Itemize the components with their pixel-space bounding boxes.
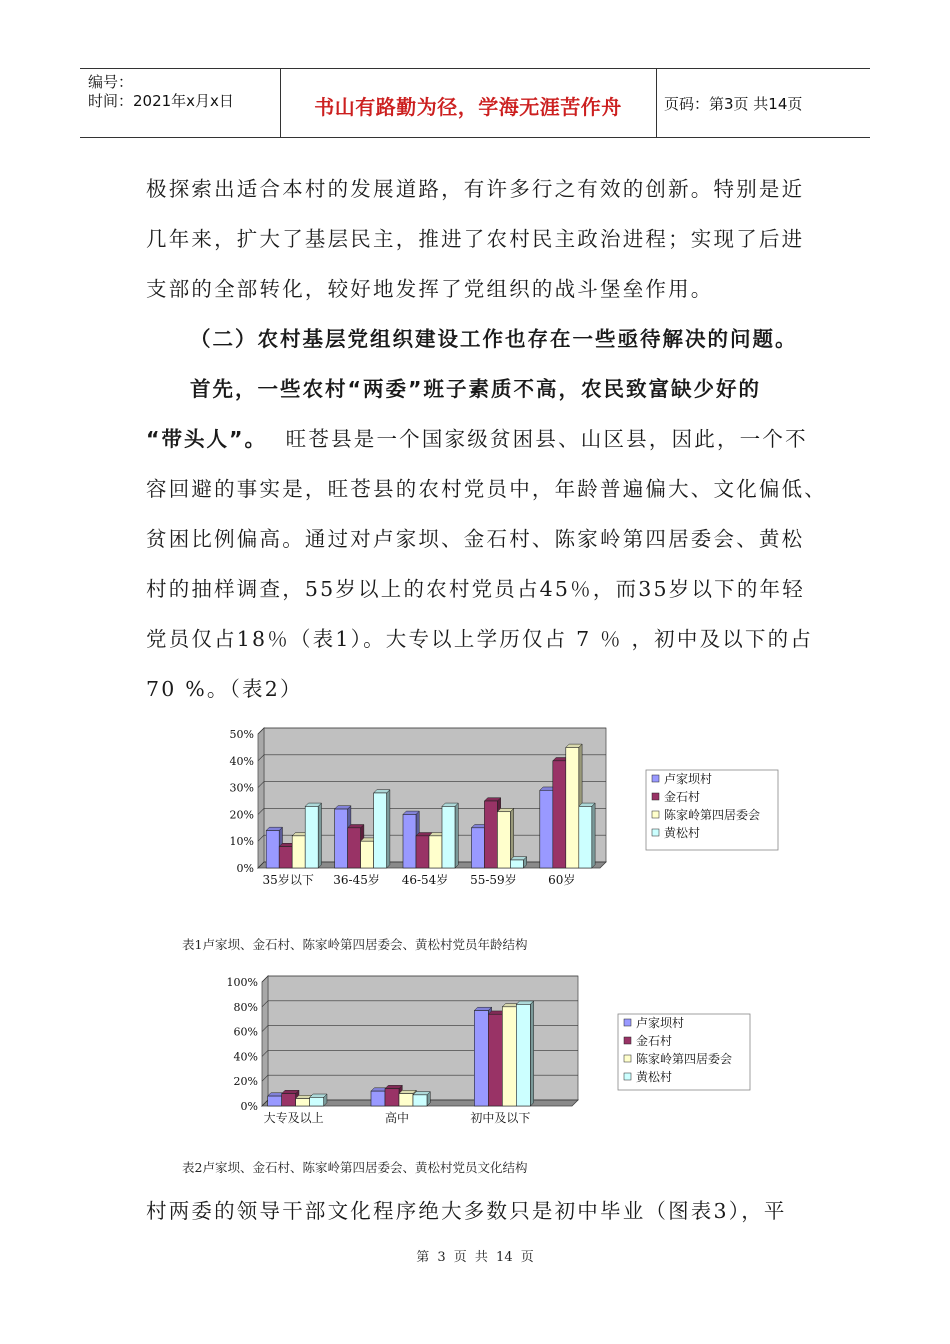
emphasis-line: 首先，一些农村“两委”班子素质不高，农民致富缺少好的: [190, 377, 761, 401]
legend-swatch: [652, 793, 659, 800]
bar-top: [399, 1090, 416, 1093]
legend-swatch: [652, 811, 659, 818]
bar: [279, 847, 292, 868]
y-tick-label: 20%: [229, 808, 254, 822]
bar-top: [413, 1092, 430, 1095]
age-structure-chart: [200, 720, 800, 895]
bar: [268, 1096, 282, 1106]
bar: [371, 1091, 385, 1106]
bar-top: [516, 1001, 533, 1004]
legend-swatch: [652, 829, 659, 836]
legend-label: 陈家岭第四居委会: [636, 1052, 733, 1066]
y-tick-label: 20%: [233, 1075, 258, 1089]
bar: [266, 830, 279, 868]
bar: [553, 761, 566, 868]
x-tick-label: 46-54岁: [401, 873, 449, 887]
bar: [416, 836, 429, 868]
education-structure-chart: [200, 968, 800, 1128]
paragraph-line: 70 %。（表2）: [146, 677, 303, 701]
bar: [374, 793, 387, 868]
bar: [484, 801, 497, 868]
bar: [502, 1007, 516, 1106]
legend-label: 黄松村: [664, 826, 701, 840]
section-heading: （二）农村基层党组织建设工作也存在一些亟待解决的问题。: [190, 327, 798, 351]
bar: [310, 1097, 324, 1106]
bar: [361, 841, 374, 868]
bar: [566, 747, 579, 868]
date-label: 时间：2021年x月x日: [88, 92, 234, 110]
paragraph-line: 支部的全部转化，较好地发挥了党组织的战斗堡垒作用。: [146, 277, 714, 301]
legend-swatch: [624, 1037, 631, 1044]
legend-swatch: [652, 775, 659, 782]
plot-side-wall: [258, 728, 264, 868]
page-header: [80, 68, 870, 138]
legend-label: 卢家坝村: [636, 1016, 685, 1030]
bar: [296, 1099, 310, 1106]
plot-side-wall: [262, 976, 268, 1106]
legend-swatch: [624, 1073, 631, 1080]
bar: [474, 1011, 488, 1106]
y-tick-label: 40%: [229, 754, 254, 768]
paragraph-line: 贫困比例偏高。通过对卢家坝、金石村、陈家岭第四居委会、黄松: [146, 527, 805, 551]
bar: [429, 836, 442, 868]
legend-swatch: [624, 1019, 631, 1026]
bar: [282, 1094, 296, 1106]
bar: [305, 806, 318, 868]
x-tick-label: 大专及以上: [263, 1111, 324, 1125]
y-tick-label: 30%: [229, 781, 254, 795]
x-tick-label: 高中: [384, 1111, 410, 1125]
paragraph-text: 旺苍县是一个国家级贫困县、山区县，因此，一个不: [285, 427, 808, 451]
header-motto: 书山有路勤为径，学海无涯苦作舟: [314, 95, 622, 119]
legend-label: 陈家岭第四居委会: [664, 808, 761, 822]
paragraph-line: 容回避的事实是，旺苍县的农村党员中，年龄普遍偏大、文化偏低、: [146, 477, 827, 501]
y-tick-label: 100%: [226, 976, 258, 989]
y-tick-label: 0%: [240, 1100, 258, 1113]
legend-swatch: [624, 1055, 631, 1062]
bar-top: [282, 1090, 299, 1093]
header-meta: [88, 73, 234, 111]
number-label: 编号：: [88, 73, 134, 91]
bar: [579, 806, 592, 868]
bar: [540, 790, 553, 868]
bar: [516, 1004, 530, 1106]
paragraph-line: 极探索出适合本村的发展道路，有许多行之有效的创新。特别是近: [146, 177, 805, 201]
bar-top: [474, 1007, 491, 1010]
legend-label: 金石村: [664, 790, 701, 804]
bar: [399, 1094, 413, 1106]
x-tick-label: 35岁以下: [262, 873, 314, 887]
page-footer: 第 3 页 共 14 页: [416, 1250, 534, 1265]
bar-side: [530, 1001, 533, 1106]
header-page-info: 页码：第3页 共14页: [664, 95, 803, 113]
bar: [385, 1089, 399, 1106]
bar: [403, 814, 416, 868]
bar: [348, 828, 361, 868]
bar: [292, 836, 305, 868]
paragraph-line: 村两委的领导干部文化程序绝大多数只是初中毕业（图表3），平: [146, 1199, 787, 1223]
header-divider: [656, 69, 657, 137]
paragraph-line: 党员仅占18％（表1）。大专以上学历仅占 7 ％ ，初中及以下的占: [146, 627, 814, 651]
y-tick-label: 60%: [233, 1025, 258, 1039]
y-tick-label: 80%: [233, 1000, 258, 1014]
bar: [442, 806, 455, 868]
y-tick-label: 50%: [229, 728, 254, 741]
bar-top: [385, 1085, 402, 1088]
chart-caption: 表2卢家坝、金石村、陈家岭第四居委会、黄松村党员文化结构: [182, 1160, 528, 1175]
paragraph-line: 几年来，扩大了基层民主，推进了农村民主政治进程；实现了后进: [146, 227, 805, 251]
bar: [471, 828, 484, 868]
x-tick-label: 60岁: [548, 873, 576, 887]
bar-side: [387, 790, 390, 868]
chart-caption: 表1卢家坝、金石村、陈家岭第四居委会、黄松村党员年龄结构: [182, 937, 528, 952]
paragraph-line: 村的抽样调查，55岁以上的农村党员占45％，而35岁以下的年轻: [146, 577, 805, 601]
legend-label: 黄松村: [636, 1070, 673, 1084]
bar: [497, 812, 510, 868]
y-tick-label: 0%: [236, 862, 254, 875]
bar-side: [592, 803, 595, 868]
x-tick-label: 初中及以下: [470, 1111, 531, 1125]
bar: [335, 809, 348, 868]
paragraph-line: [146, 422, 808, 452]
bar: [413, 1095, 427, 1106]
legend-label: 卢家坝村: [664, 772, 713, 786]
y-tick-label: 40%: [233, 1050, 258, 1064]
bar: [488, 1014, 502, 1106]
y-tick-label: 10%: [229, 835, 254, 849]
x-tick-label: 55-59岁: [470, 873, 517, 887]
bar-side: [318, 803, 321, 868]
legend-label: 金石村: [636, 1034, 673, 1048]
bar-side: [455, 803, 458, 868]
x-tick-label: 36-45岁: [333, 873, 380, 887]
bar-top: [310, 1094, 327, 1097]
bar: [510, 860, 523, 868]
emphasis-text: “带头人”。: [146, 427, 267, 451]
